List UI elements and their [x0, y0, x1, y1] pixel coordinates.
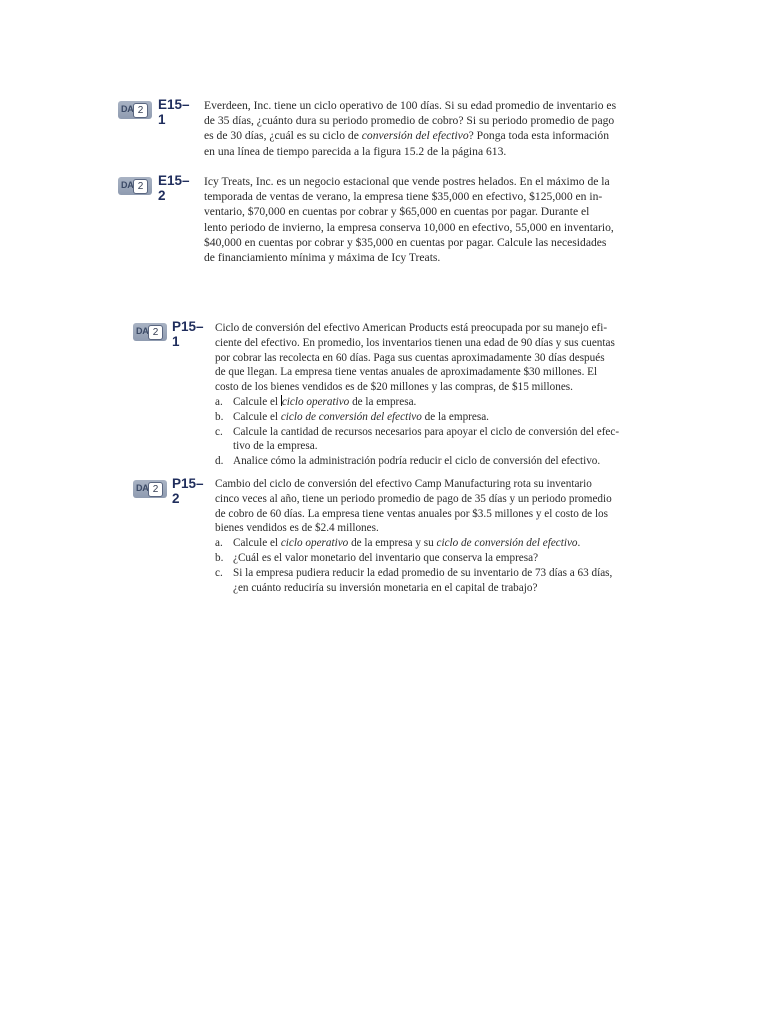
badge-label: DA: [136, 326, 149, 336]
problem-code: P15–2: [172, 476, 204, 506]
badge-label: DA: [121, 104, 134, 114]
list-item: a. Calcule el ciclo operativo de la empresa y su ciclo de conversión del efectivo.: [215, 537, 581, 550]
badge-number: 2: [133, 179, 148, 194]
text-line: Cambio del ciclo de conversión del efectivo Camp Manufacturing rota su inventario: [215, 478, 592, 490]
text-line: de financiamiento mínima y máxima de Icy Treats.: [204, 251, 441, 265]
text-line: de 35 días, ¿cuánto dura su periodo promedio de cobro? Si su periodo promedio de pago: [204, 114, 615, 128]
problem-text: [215, 477, 612, 595]
text-line: cinco veces al año, tiene un periodo promedio de pago de 35 días y un periodo promedio: [215, 492, 612, 505]
learning-objective-badge: [118, 177, 152, 195]
text-line: en una línea de tiempo parecida a la figura 15.2 de la página 613.: [204, 144, 507, 158]
text-line: ventario, $70,000 en cuentas por cobrar y $65,000 en cuentas por pagar. Durante el: [204, 205, 590, 219]
item-marker: c.: [215, 566, 223, 579]
text-line: costo de los bienes vendidos es de $20 millones y las compras, de $15 millones.: [215, 381, 573, 394]
badge-label: DA: [136, 483, 149, 493]
problem-code: E15–1: [158, 97, 190, 127]
text-line: temporada de ventas de verano, la empresa tiene $35,000 en efectivo, $125,000 en in-: [204, 190, 603, 204]
text-line: bienes vendidos es de $2.4 millones.: [215, 522, 379, 535]
problem-code: E15–2: [158, 173, 190, 203]
text-line: por cobrar las recolecta en 60 días. Paga sus cuentas aproximadamente 30 días después: [215, 351, 605, 364]
item-marker: b.: [215, 551, 224, 564]
problem-code: P15–1: [172, 319, 204, 349]
learning-objective-badge: [133, 480, 167, 498]
list-item: c. Si la empresa pudiera reducir la edad promedio de su inventario de 73 días a 63 días,: [215, 566, 613, 579]
list-item: b. ¿Cuál es el valor monetario del inventario que conserva la empresa?: [215, 551, 539, 564]
list-item-continuation: ¿en cuánto reduciría su inversión monetaria en el capital de trabajo?: [233, 581, 538, 594]
item-marker: a.: [215, 395, 223, 408]
text-line: Ciclo de conversión del efectivo American Products está preocupada por su manejo efi-: [215, 322, 608, 334]
problem-text: [204, 98, 616, 159]
list-item-continuation: tivo de la empresa.: [233, 440, 318, 453]
text-line: Everdeen, Inc. tiene un ciclo operativo de 100 días. Si su edad promedio de inventario es: [204, 99, 617, 112]
text-line: de que llegan. La empresa tiene ventas anuales de aproximadamente $30 millones. El: [215, 366, 598, 379]
text-line: lento periodo de invierno, la empresa conserva 10,000 en efectivo, 55,000 en inventario,: [204, 220, 614, 234]
problem-text: [215, 321, 619, 469]
badge-number: 2: [133, 103, 148, 118]
text-line: $40,000 en cuentas por cobrar y $35,000 en cuentas por pagar. Calcule las necesidades: [204, 235, 607, 249]
text-line: de cobro de 60 días. La empresa tiene ventas anuales por $3.5 millones y el costo de los: [215, 507, 609, 520]
badge-number: 2: [148, 482, 163, 497]
list-item: c. Calcule la cantidad de recursos necesarios para apoyar el ciclo de conversión del efec-: [215, 425, 620, 438]
list-item: b. Calcule el ciclo de conversión del efectivo de la empresa.: [215, 410, 489, 423]
text-line: es de 30 días, ¿cuál es su ciclo de conversión del efectivo? Ponga toda esta información: [204, 129, 609, 143]
item-marker: d.: [215, 455, 224, 468]
text-line: Icy Treats, Inc. es un negocio estacional que vende postres helados. En el máximo de la: [204, 175, 610, 188]
item-marker: a.: [215, 537, 223, 550]
badge-label: DA: [121, 180, 134, 190]
list-item: d. Analice cómo la administración podría reducir el ciclo de conversión del efectivo.: [215, 455, 601, 468]
problem-text: [204, 174, 614, 265]
item-marker: c.: [215, 425, 223, 438]
learning-objective-badge: [133, 323, 167, 341]
badge-number: 2: [148, 325, 163, 340]
list-item: a. Calcule el ciclo operativo de la empresa.: [215, 395, 417, 408]
item-marker: b.: [215, 410, 224, 423]
text-line: ciente del efectivo. En promedio, los inventarios tienen una edad de 90 días y sus cuentas: [215, 336, 615, 349]
learning-objective-badge: [118, 101, 152, 119]
